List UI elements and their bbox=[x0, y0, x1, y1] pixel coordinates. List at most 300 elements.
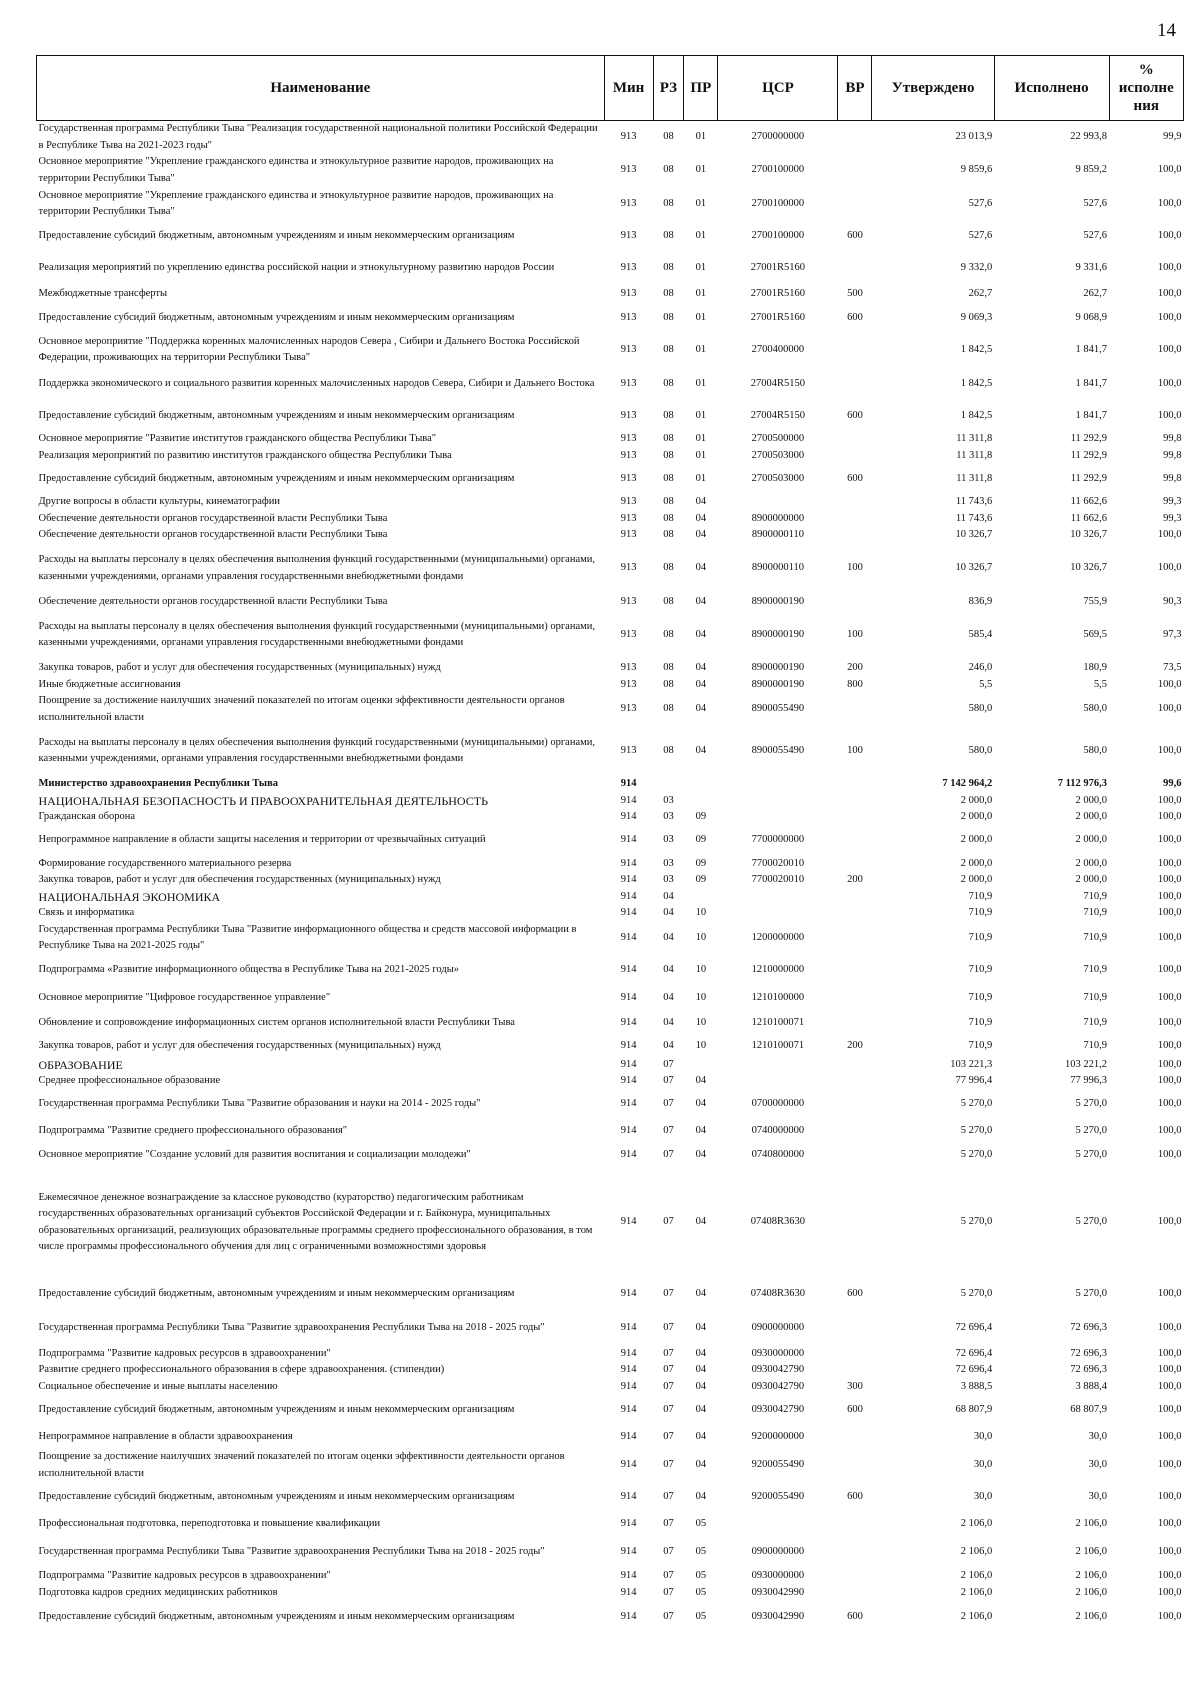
table-row bbox=[37, 955, 1184, 987]
cell-executed: 2 000,0 bbox=[1075, 874, 1108, 885]
cell-executed: 11 292,9 bbox=[1070, 449, 1108, 461]
header-rz: РЗ bbox=[653, 56, 684, 121]
cell-executed: 9 068,9 bbox=[1075, 311, 1108, 323]
cell-approved: 2 106,0 bbox=[960, 1545, 993, 1557]
cell-vr: 500 bbox=[847, 287, 863, 299]
cell-pr: 10 bbox=[695, 907, 707, 918]
cell-name: Основное мероприятие "Создание условий для развития воспитания и социализации молодежи" bbox=[38, 1149, 471, 1161]
cell-approved: 5 270,0 bbox=[960, 1216, 993, 1228]
cell-vr: 800 bbox=[847, 678, 863, 690]
cell-min: 913 bbox=[620, 703, 637, 715]
cell-min: 914 bbox=[620, 1125, 637, 1137]
cell-rz: 04 bbox=[663, 1040, 674, 1052]
cell-percent: 73,5 bbox=[1163, 662, 1182, 673]
cell-vr: 200 bbox=[847, 874, 863, 885]
cell-executed: 9 859,2 bbox=[1075, 164, 1108, 176]
table-row bbox=[37, 1278, 1184, 1312]
table-row bbox=[37, 333, 1184, 367]
cell-executed: 5 270,0 bbox=[1075, 1149, 1108, 1161]
cell-name: Среднее профессиональное образование bbox=[38, 1075, 221, 1086]
cell-csr: 8900000190 bbox=[751, 595, 805, 607]
cell-executed: 710,9 bbox=[1083, 1017, 1108, 1029]
cell-approved: 77 996,4 bbox=[955, 1075, 993, 1086]
cell-percent: 100,0 bbox=[1157, 1098, 1182, 1110]
cell-min: 914 bbox=[620, 811, 637, 822]
cell-percent: 100,0 bbox=[1157, 1288, 1182, 1300]
cell-approved: 3 888,5 bbox=[960, 1380, 993, 1392]
cell-vr bbox=[838, 121, 872, 155]
cell-pr: 04 bbox=[695, 628, 707, 640]
cell-name: Основное мероприятие "Укрепление гражданского единства и этнокультурное развитие народов, проживающих на территории Республики Тыва" bbox=[38, 156, 554, 184]
cell-min: 913 bbox=[620, 164, 637, 176]
cell-executed: 180,9 bbox=[1083, 662, 1108, 673]
cell-name: Предоставление субсидий бюджетным, автономным учреждениям и иным некоммерческим организациям bbox=[38, 1610, 515, 1622]
cell-pr bbox=[684, 776, 718, 793]
cell-approved: 72 696,4 bbox=[955, 1347, 993, 1359]
cell-approved: 5,5 bbox=[979, 678, 993, 690]
cell-pr: 04 bbox=[695, 512, 707, 524]
table-row bbox=[37, 889, 1184, 906]
cell-approved: 7 142 964,2 bbox=[942, 778, 993, 789]
header-vr: ВР bbox=[838, 56, 872, 121]
cell-csr: 9200055490 bbox=[751, 1490, 805, 1502]
cell-percent: 100,0 bbox=[1157, 1430, 1182, 1442]
cell-csr: 1210000000 bbox=[751, 964, 805, 976]
header-pr: ПР bbox=[684, 56, 718, 121]
cell-executed: 11 292,9 bbox=[1070, 433, 1108, 444]
cell-percent: 100,0 bbox=[1157, 907, 1182, 918]
cell-rz: 07 bbox=[663, 1288, 674, 1300]
cell-executed: 72 696,3 bbox=[1070, 1347, 1108, 1359]
cell-percent: 100,0 bbox=[1157, 229, 1182, 241]
cell-approved: 2 106,0 bbox=[960, 1517, 993, 1529]
cell-vr bbox=[838, 1449, 872, 1482]
cell-percent: 100,0 bbox=[1157, 1216, 1182, 1228]
cell-name: Расходы на выплаты персоналу в целях обеспечения выполнения функций государственными (муниципальными) органами, казенными учреждениями, органами управления государственными внебюджетными фондами bbox=[38, 620, 596, 648]
table-row bbox=[37, 922, 1184, 955]
cell-name: Основное мероприятие "Цифровое государственное управление" bbox=[38, 992, 331, 1004]
cell-name: Министерство здравоохранения Республики Тыва bbox=[38, 778, 279, 789]
table-row bbox=[37, 1057, 1184, 1074]
cell-rz bbox=[653, 776, 684, 793]
table-row bbox=[37, 448, 1184, 465]
cell-min: 913 bbox=[620, 409, 637, 421]
cell-name: Гражданская оборона bbox=[38, 811, 136, 822]
cell-approved: 836,9 bbox=[968, 595, 993, 607]
cell-pr: 01 bbox=[695, 449, 707, 461]
cell-vr bbox=[838, 367, 872, 401]
cell-csr: 1210100071 bbox=[751, 1017, 805, 1029]
cell-min: 914 bbox=[620, 1040, 637, 1052]
cell-approved: 103 221,3 bbox=[950, 1058, 993, 1070]
cell-percent: 100,0 bbox=[1157, 834, 1182, 846]
cell-min: 914 bbox=[620, 1570, 637, 1581]
cell-csr: 8900000110 bbox=[751, 562, 804, 574]
cell-rz: 07 bbox=[663, 1075, 674, 1086]
cell-vr bbox=[838, 955, 872, 987]
cell-executed: 7 112 976,3 bbox=[1057, 778, 1108, 789]
cell-csr: 0930042990 bbox=[751, 1586, 805, 1598]
cell-approved: 2 000,0 bbox=[960, 794, 993, 806]
cell-executed: 5 270,0 bbox=[1075, 1125, 1108, 1137]
cell-csr: 2700503000 bbox=[751, 449, 805, 461]
cell-executed: 30,0 bbox=[1088, 1430, 1108, 1442]
cell-percent: 100,0 bbox=[1157, 857, 1182, 869]
cell-percent: 100,0 bbox=[1157, 1040, 1182, 1052]
cell-csr bbox=[718, 793, 838, 810]
cell-percent: 99,6 bbox=[1163, 778, 1182, 789]
cell-executed: 2 000,0 bbox=[1075, 811, 1108, 822]
cell-pr: 10 bbox=[695, 1017, 707, 1029]
cell-min: 914 bbox=[620, 794, 637, 806]
cell-name: Государственная программа Республики Тыва "Реализация государственной национальной политики Российской Федерации в Республике Тыва на 2021-2023 годы" bbox=[38, 123, 598, 151]
cell-min: 914 bbox=[620, 1586, 637, 1598]
cell-percent: 100,0 bbox=[1157, 1322, 1182, 1334]
cell-rz: 08 bbox=[663, 229, 674, 241]
cell-name: Профессиональная подготовка, переподготовка и повышение квалификации bbox=[38, 1517, 381, 1529]
cell-pr: 04 bbox=[695, 1075, 707, 1086]
cell-min: 913 bbox=[620, 595, 637, 607]
cell-vr bbox=[838, 431, 872, 448]
cell-approved: 11 743,6 bbox=[955, 496, 993, 507]
cell-percent: 100,0 bbox=[1157, 1075, 1182, 1086]
cell-rz: 04 bbox=[663, 931, 674, 943]
cell-csr: 27001R5160 bbox=[750, 311, 806, 323]
cell-vr: 200 bbox=[847, 662, 863, 673]
cell-percent: 100,0 bbox=[1157, 811, 1182, 822]
cell-name: Предоставление субсидий бюджетным, автономным учреждениям и иным некоммерческим организациям bbox=[38, 409, 515, 421]
cell-pr: 04 bbox=[695, 1098, 707, 1110]
cell-rz: 07 bbox=[663, 1347, 674, 1359]
cell-rz: 08 bbox=[663, 662, 674, 673]
table-row bbox=[37, 1011, 1184, 1037]
cell-rz: 07 bbox=[663, 1459, 674, 1471]
cell-pr: 04 bbox=[695, 1216, 707, 1228]
table-row bbox=[37, 1073, 1184, 1090]
cell-vr bbox=[838, 1425, 872, 1449]
cell-rz: 03 bbox=[663, 811, 674, 822]
cell-name: Предоставление субсидий бюджетным, автономным учреждениям и иным некоммерческим организациям bbox=[38, 1490, 515, 1502]
cell-name: Основное мероприятие "Развитие институтов гражданского общества Республики Тыва" bbox=[38, 433, 437, 444]
cell-percent: 90,3 bbox=[1163, 595, 1182, 607]
cell-min: 914 bbox=[620, 1322, 637, 1334]
cell-name: ОБРАЗОВАНИЕ bbox=[38, 1057, 123, 1072]
cell-approved: 5 270,0 bbox=[960, 1125, 993, 1137]
cell-name: Другие вопросы в области культуры, кинематографии bbox=[38, 496, 280, 507]
cell-min: 914 bbox=[620, 857, 637, 869]
cell-name: НАЦИОНАЛЬНАЯ БЕЗОПАСНОСТЬ И ПРАВООХРАНИТЕЛЬНАЯ ДЕЯТЕЛЬНОСТЬ bbox=[38, 793, 488, 808]
cell-vr: 600 bbox=[847, 1490, 863, 1502]
cell-percent: 100,0 bbox=[1157, 1364, 1182, 1375]
cell-vr bbox=[838, 511, 872, 528]
cell-executed: 710,9 bbox=[1083, 1040, 1108, 1052]
cell-executed: 755,9 bbox=[1083, 595, 1108, 607]
table-row bbox=[37, 251, 1184, 285]
cell-pr bbox=[684, 793, 718, 810]
cell-approved: 585,4 bbox=[968, 628, 993, 640]
table-row bbox=[37, 1037, 1184, 1057]
cell-csr: 8900055490 bbox=[751, 703, 805, 715]
cell-name: Реализация мероприятий по укреплению единства российской нации и этнокультурному развитию народов России bbox=[38, 261, 555, 273]
cell-min: 913 bbox=[620, 744, 637, 756]
cell-min: 914 bbox=[620, 907, 637, 918]
cell-percent: 100,0 bbox=[1157, 343, 1182, 355]
cell-vr: 600 bbox=[847, 1403, 863, 1415]
cell-csr: 0930042790 bbox=[751, 1364, 805, 1375]
cell-vr: 600 bbox=[847, 1288, 863, 1300]
cell-name: Непрограммное направление в области здравоохранения bbox=[38, 1430, 293, 1442]
cell-approved: 10 326,7 bbox=[955, 562, 993, 574]
table-row bbox=[37, 677, 1184, 694]
cell-name: Государственная программа Республики Тыва "Развитие здравоохранения Республики Тыва на 2018 - 2025 годы" bbox=[38, 1545, 545, 1557]
table-row bbox=[37, 187, 1184, 221]
cell-csr bbox=[718, 776, 838, 793]
table-row bbox=[37, 401, 1184, 431]
cell-pr: 04 bbox=[695, 1490, 707, 1502]
cell-name: Обеспечение деятельности органов государственной власти Республики Тыва bbox=[38, 595, 388, 607]
cell-percent: 99,3 bbox=[1163, 496, 1182, 507]
table-row bbox=[37, 1601, 1184, 1633]
cell-vr: 100 bbox=[847, 628, 863, 640]
table-row bbox=[37, 905, 1184, 922]
cell-vr: 600 bbox=[847, 472, 863, 484]
cell-vr: 200 bbox=[847, 1040, 863, 1052]
table-row bbox=[37, 1090, 1184, 1120]
cell-rz: 07 bbox=[663, 1517, 674, 1529]
cell-name: Реализация мероприятий по развитию институтов гражданского общества Республики Тыва bbox=[38, 449, 452, 461]
cell-executed: 1 841,7 bbox=[1075, 409, 1108, 421]
cell-pr: 01 bbox=[695, 197, 707, 209]
cell-percent: 100,0 bbox=[1157, 1490, 1182, 1502]
cell-executed: 2 106,0 bbox=[1075, 1517, 1108, 1529]
cell-csr bbox=[718, 905, 838, 922]
cell-percent: 100,0 bbox=[1157, 261, 1182, 273]
table-row bbox=[37, 693, 1184, 726]
cell-min: 914 bbox=[620, 1459, 637, 1471]
cell-approved: 710,9 bbox=[968, 1017, 993, 1029]
cell-executed: 22 993,8 bbox=[1070, 131, 1108, 143]
cell-vr bbox=[838, 1512, 872, 1536]
cell-name: Ежемесячное денежное вознаграждение за классное руководство (кураторство) педагогическим работникам государственных образовательных организаций субъектов Российской Федерации и г. Байконура, муниципальных образовательных организаций, реализующих образовательные программы среднего профессионального образования, в том числе программы профессионального обучения для лиц с ограниченными возможностями здоровья bbox=[38, 1191, 593, 1252]
cell-executed: 11 662,6 bbox=[1070, 496, 1108, 507]
cell-pr: 01 bbox=[695, 164, 707, 176]
cell-pr: 01 bbox=[695, 472, 707, 484]
cell-executed: 527,6 bbox=[1083, 197, 1108, 209]
cell-name: Государственная программа Республики Тыва "Развитие образования и науки на 2014 - 2025 годы" bbox=[38, 1098, 481, 1110]
cell-percent: 100,0 bbox=[1157, 794, 1182, 806]
cell-csr: 8900055490 bbox=[751, 744, 805, 756]
cell-csr: 07408R3630 bbox=[750, 1288, 806, 1300]
cell-rz: 07 bbox=[663, 1149, 674, 1161]
cell-csr: 27001R5160 bbox=[750, 287, 806, 299]
cell-pr: 10 bbox=[695, 931, 707, 943]
cell-pr: 05 bbox=[695, 1586, 707, 1598]
cell-min: 914 bbox=[620, 1610, 637, 1622]
table-row bbox=[37, 1585, 1184, 1602]
cell-percent: 100,0 bbox=[1157, 1380, 1182, 1392]
cell-executed: 2 106,0 bbox=[1075, 1586, 1108, 1598]
cell-rz: 04 bbox=[663, 1017, 674, 1029]
cell-vr bbox=[838, 333, 872, 367]
cell-csr: 0740000000 bbox=[751, 1125, 805, 1137]
cell-min: 914 bbox=[620, 1149, 637, 1161]
table-row bbox=[37, 1482, 1184, 1512]
cell-approved: 9 859,6 bbox=[960, 164, 993, 176]
cell-executed: 11 662,6 bbox=[1070, 512, 1108, 524]
table-row bbox=[37, 494, 1184, 511]
cell-rz: 08 bbox=[663, 343, 674, 355]
cell-min: 914 bbox=[620, 931, 637, 943]
cell-executed: 11 292,9 bbox=[1070, 472, 1108, 484]
cell-min: 914 bbox=[620, 1017, 637, 1029]
table-row bbox=[37, 221, 1184, 251]
cell-name: Основное мероприятие "Поддержка коренных малочисленных народов Севера , Сибири и Дальнего Востока Российской Федерации, проживающих на территории Республики Тыва" bbox=[38, 335, 580, 363]
cell-approved: 527,6 bbox=[968, 229, 993, 241]
cell-approved: 710,9 bbox=[968, 907, 993, 918]
cell-csr: 2700100000 bbox=[751, 197, 805, 209]
cell-executed: 710,9 bbox=[1083, 931, 1108, 943]
cell-executed: 580,0 bbox=[1083, 703, 1108, 715]
cell-csr: 0930042790 bbox=[751, 1403, 805, 1415]
cell-csr: 8900000110 bbox=[751, 529, 804, 540]
cell-vr bbox=[838, 1057, 872, 1074]
cell-min: 913 bbox=[620, 311, 637, 323]
cell-csr: 27004R5150 bbox=[750, 377, 806, 389]
cell-approved: 580,0 bbox=[968, 744, 993, 756]
cell-min: 913 bbox=[620, 343, 637, 355]
table-row bbox=[37, 793, 1184, 810]
cell-approved: 9 332,0 bbox=[960, 261, 993, 273]
cell-csr: 1210100071 bbox=[751, 1040, 805, 1052]
cell-vr bbox=[838, 1144, 872, 1168]
cell-executed: 569,5 bbox=[1083, 628, 1108, 640]
cell-executed: 1 841,7 bbox=[1075, 377, 1108, 389]
cell-vr bbox=[838, 448, 872, 465]
table-row bbox=[37, 464, 1184, 494]
cell-percent: 100,0 bbox=[1157, 409, 1182, 421]
cell-pr: 01 bbox=[695, 287, 707, 299]
cell-percent: 100,0 bbox=[1157, 744, 1182, 756]
cell-pr: 05 bbox=[695, 1545, 707, 1557]
cell-pr: 04 bbox=[695, 1403, 707, 1415]
cell-min: 914 bbox=[620, 834, 637, 846]
cell-min: 914 bbox=[620, 1490, 637, 1502]
cell-min: 913 bbox=[620, 628, 637, 640]
cell-name: Закупка товаров, работ и услуг для обеспечения государственных (муниципальных) нужд bbox=[38, 662, 441, 673]
cell-csr: 27004R5150 bbox=[750, 409, 806, 421]
cell-min: 914 bbox=[620, 964, 637, 976]
cell-percent: 100,0 bbox=[1157, 562, 1182, 574]
table-body bbox=[37, 121, 1184, 1634]
cell-rz: 08 bbox=[663, 449, 674, 461]
cell-rz: 03 bbox=[663, 834, 674, 846]
cell-pr: 01 bbox=[695, 377, 707, 389]
cell-rz: 07 bbox=[663, 1380, 674, 1392]
table-row bbox=[37, 1536, 1184, 1568]
cell-csr: 0900000000 bbox=[751, 1545, 805, 1557]
cell-rz: 04 bbox=[663, 992, 674, 1004]
cell-percent: 100,0 bbox=[1157, 874, 1182, 885]
cell-csr: 0930000000 bbox=[751, 1570, 805, 1581]
cell-min: 913 bbox=[620, 449, 637, 461]
cell-executed: 68 807,9 bbox=[1070, 1403, 1108, 1415]
cell-executed: 5 270,0 bbox=[1075, 1098, 1108, 1110]
table-row bbox=[37, 154, 1184, 187]
cell-vr bbox=[838, 1568, 872, 1585]
cell-executed: 2 106,0 bbox=[1075, 1545, 1108, 1557]
cell-approved: 9 069,3 bbox=[960, 311, 993, 323]
cell-pr: 01 bbox=[695, 409, 707, 421]
cell-vr bbox=[838, 1073, 872, 1090]
cell-approved: 527,6 bbox=[968, 197, 993, 209]
cell-min: 913 bbox=[620, 472, 637, 484]
cell-pr: 01 bbox=[695, 343, 707, 355]
table-row bbox=[37, 1346, 1184, 1363]
cell-csr: 27001R5160 bbox=[750, 261, 806, 273]
cell-csr: 7700020010 bbox=[751, 874, 805, 885]
cell-approved: 30,0 bbox=[973, 1430, 993, 1442]
cell-min: 913 bbox=[620, 662, 637, 673]
table-row bbox=[37, 1512, 1184, 1536]
cell-rz: 04 bbox=[663, 907, 674, 918]
cell-min: 913 bbox=[620, 496, 637, 507]
cell-min: 914 bbox=[620, 1364, 637, 1375]
cell-min: 913 bbox=[620, 678, 637, 690]
cell-name: Непрограммное направление в области защиты населения и территории от чрезвычайных ситуаций bbox=[38, 834, 486, 846]
cell-name: Предоставление субсидий бюджетным, автономным учреждениям и иным некоммерческим организациям bbox=[38, 472, 515, 484]
table-row bbox=[37, 1449, 1184, 1482]
cell-name: Подпрограмма «Развитие информационного общества в Республике Тыва на 2021-2025 годы» bbox=[38, 964, 460, 976]
table-row bbox=[37, 726, 1184, 776]
cell-name: Обновление и сопровождение информационных систем органов исполнительной власти Республики Тыва bbox=[38, 1017, 515, 1029]
cell-min: 914 bbox=[620, 1216, 637, 1228]
cell-approved: 5 270,0 bbox=[960, 1098, 993, 1110]
table-row bbox=[37, 872, 1184, 889]
cell-rz: 08 bbox=[663, 261, 674, 273]
cell-percent: 99,8 bbox=[1163, 433, 1182, 444]
cell-approved: 2 106,0 bbox=[960, 1586, 993, 1598]
cell-approved: 5 270,0 bbox=[960, 1288, 993, 1300]
cell-vr bbox=[838, 793, 872, 810]
cell-rz: 08 bbox=[663, 311, 674, 323]
table-row bbox=[37, 1379, 1184, 1396]
cell-rz: 07 bbox=[663, 1490, 674, 1502]
cell-name: Закупка товаров, работ и услуг для обеспечения государственных (муниципальных) нужд bbox=[38, 1040, 441, 1052]
cell-min: 914 bbox=[620, 1075, 637, 1086]
table-row bbox=[37, 1144, 1184, 1168]
cell-approved: 2 000,0 bbox=[960, 857, 993, 869]
cell-min: 913 bbox=[620, 197, 637, 209]
cell-rz: 08 bbox=[663, 512, 674, 524]
cell-approved: 2 000,0 bbox=[960, 834, 993, 846]
cell-approved: 11 311,8 bbox=[956, 472, 993, 484]
cell-rz: 07 bbox=[663, 1364, 674, 1375]
cell-name: Поощрение за достижение наилучших значений показателей по итогам оценки эффективности деятельности органов исполнительной власти bbox=[38, 1451, 565, 1479]
cell-percent: 97,3 bbox=[1163, 628, 1182, 640]
cell-executed: 1 841,7 bbox=[1075, 343, 1108, 355]
table-row bbox=[37, 1120, 1184, 1144]
cell-rz: 07 bbox=[663, 1403, 674, 1415]
cell-csr: 0930042990 bbox=[751, 1610, 805, 1622]
table-row bbox=[37, 1312, 1184, 1346]
cell-pr: 05 bbox=[695, 1610, 707, 1622]
cell-rz: 04 bbox=[663, 964, 674, 976]
cell-executed: 710,9 bbox=[1083, 964, 1108, 976]
cell-rz: 07 bbox=[663, 1610, 674, 1622]
cell-percent: 99,8 bbox=[1163, 472, 1182, 484]
cell-min: 914 bbox=[620, 1430, 637, 1442]
cell-rz: 07 bbox=[663, 1125, 674, 1137]
